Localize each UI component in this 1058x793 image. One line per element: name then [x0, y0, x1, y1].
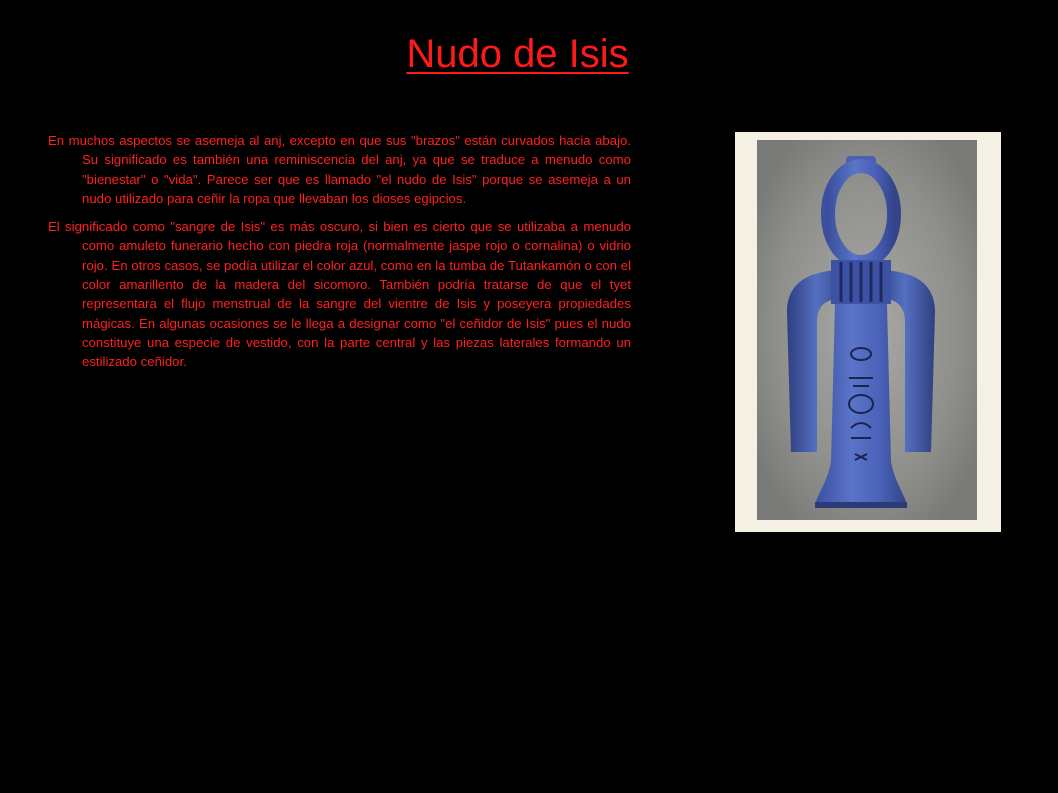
tyet-amulet-image	[735, 132, 1001, 532]
paragraph-1: En muchos aspectos se asemeja al anj, excepto en que sus "brazos" están curvados hacia abajo. Su significado es también una reminiscencia del anj, ya que se traduce a menudo como "bienestar" o "vida". Parece ser que es llamado "el nudo de Isis" porque se asemeja a un nudo utilizado para ceñir la ropa que llevaban los dioses egipcios.	[48, 133, 631, 206]
body-text	[48, 131, 631, 381]
slide-title: Nudo de Isis	[406, 32, 629, 76]
paragraph-2: El significado como "sangre de Isis" es más oscuro, si bien es cierto que se utilizaba a menudo como amuleto funerario hecho con piedra roja (normalmente jaspe rojo o cornalina) o vidrio rojo. En otros casos, se podía utilizar el color azul, como en la tumba de Tutankamón o con el color amarillento de la madera del sicomoro. También podría tratarse de que el tyet representara el flujo menstrual de la sangre del vientre de Isis y poseyera propiedades mágicas. En algunas ocasiones se le llega a designar como "el ceñidor de Isis" pues el nudo constituye una especie de vestido, con la parte central y las piezas laterales formando un estilizado ceñidor.	[48, 219, 631, 370]
